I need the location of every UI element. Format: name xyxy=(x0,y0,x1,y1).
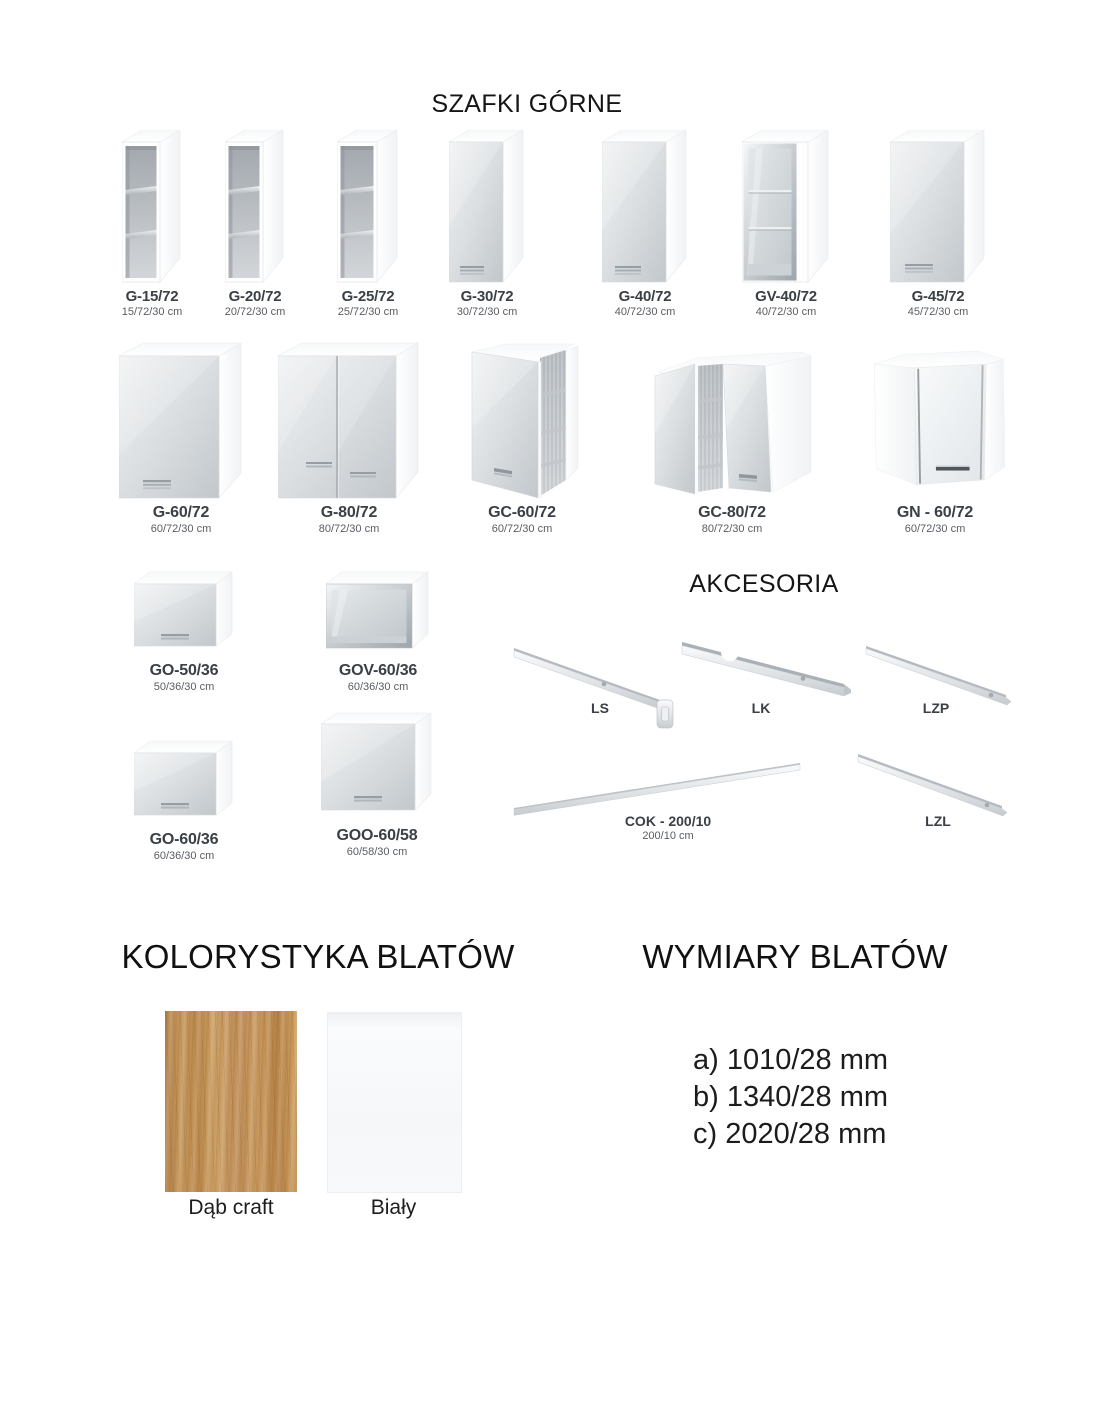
product-g-20-72 xyxy=(210,130,300,318)
product-dims: 45/72/30 cm xyxy=(907,306,969,318)
single-door-cabinet-image xyxy=(602,130,688,286)
product-code: GN - 60/72 xyxy=(896,504,974,521)
product-dims: 80/72/30 cm xyxy=(318,523,380,535)
product-gv-40-72 xyxy=(740,130,832,318)
product-code: GO-50/36 xyxy=(149,662,219,679)
product-g-60-72 xyxy=(119,342,243,535)
worktop-size-option-c: c) 2020/28 mm xyxy=(693,1118,887,1150)
product-gc-80-72 xyxy=(651,342,813,535)
double-door-cabinet-image xyxy=(278,342,420,502)
worktop-size-option-a: a) 1010/28 mm xyxy=(693,1044,889,1076)
product-dims: 60/58/30 cm xyxy=(346,846,408,858)
product-code: G-15/72 xyxy=(125,288,179,305)
product-gn-60-72 xyxy=(865,342,1005,535)
product-dims: 30/72/30 cm xyxy=(456,306,518,318)
worktop-color-label-dab-craft: Dąb craft xyxy=(188,1196,274,1219)
product-go-50-36 xyxy=(134,560,234,693)
glass-door-cabinet-image xyxy=(742,130,830,286)
product-dims: 40/72/30 cm xyxy=(614,306,676,318)
worktop-color-label-bialy: Biały xyxy=(370,1196,417,1219)
accessory-label-cok xyxy=(598,813,738,842)
product-code: GC-60/72 xyxy=(488,504,556,521)
product-go-60-36 xyxy=(134,733,234,862)
product-dims: 40/72/30 cm xyxy=(755,306,817,318)
product-dims: 20/72/30 cm xyxy=(224,306,286,318)
product-code: GV-40/72 xyxy=(755,288,817,305)
accessories-title: AKCESORIA xyxy=(689,570,839,598)
worktop-plinth-cok-image xyxy=(506,752,806,816)
product-g-15-72 xyxy=(107,130,197,318)
worktop-size-list xyxy=(693,1042,888,1153)
open-shelf-cabinet-image xyxy=(225,130,285,286)
product-dims: 60/36/30 cm xyxy=(347,681,409,693)
product-dims: 60/72/30 cm xyxy=(904,523,966,535)
product-code: G-80/72 xyxy=(320,504,378,521)
product-code: G-40/72 xyxy=(618,288,672,305)
product-dims: 60/36/30 cm xyxy=(153,850,215,862)
flip-up-tall-cabinet-image xyxy=(321,708,433,816)
worktop-size-option-b: b) 1340/28 mm xyxy=(693,1081,889,1113)
open-door-drainer-double-cabinet-image xyxy=(651,342,813,502)
product-code: GC-80/72 xyxy=(698,504,766,521)
accessory-label-ls: LS xyxy=(591,700,609,716)
accessory-code: COK - 200/10 xyxy=(624,813,712,829)
product-dims: 25/72/30 cm xyxy=(337,306,399,318)
worktop-color-swatch-bialy xyxy=(327,1012,462,1193)
accessory-dims: 200/10 cm xyxy=(642,830,694,842)
worktop-joint-strip-ls-image xyxy=(508,638,678,733)
product-dims: 50/36/30 cm xyxy=(153,681,215,693)
worktop-colors-title: KOLORYSTYKA BLATÓW xyxy=(121,938,515,975)
product-code: GOO-60/58 xyxy=(336,827,418,844)
product-code: G-25/72 xyxy=(341,288,395,305)
product-g-45-72 xyxy=(888,130,988,318)
worktop-color-swatch-dab-craft xyxy=(165,1011,297,1192)
corner-cabinet-image xyxy=(865,342,1005,502)
flip-up-glass-cabinet-image xyxy=(326,564,430,660)
product-g-25-72 xyxy=(323,130,413,318)
product-code: G-20/72 xyxy=(228,288,282,305)
product-code: G-60/72 xyxy=(152,504,210,521)
product-code: GOV-60/36 xyxy=(338,662,418,679)
open-door-drainer-cabinet-image xyxy=(462,342,582,502)
single-door-cabinet-image xyxy=(890,130,986,286)
product-goo-60-58 xyxy=(321,708,433,858)
product-code: G-45/72 xyxy=(911,288,965,305)
accessory-label-lzp: LZP xyxy=(922,700,950,716)
flip-up-cabinet-image xyxy=(134,733,234,829)
single-door-cabinet-image xyxy=(449,130,525,286)
flip-up-cabinet-image xyxy=(134,564,234,660)
accessory-label-lk: LK xyxy=(751,700,771,716)
product-dims: 80/72/30 cm xyxy=(701,523,763,535)
product-gc-60-72 xyxy=(462,342,582,535)
product-code: G-30/72 xyxy=(460,288,514,305)
product-dims: 60/72/30 cm xyxy=(491,523,553,535)
product-code: GO-60/36 xyxy=(149,831,219,848)
open-shelf-cabinet-image xyxy=(122,130,182,286)
product-dims: 60/72/30 cm xyxy=(150,523,212,535)
product-g-30-72 xyxy=(442,130,532,318)
upper-cabinets-title: SZAFKI GÓRNE xyxy=(431,90,623,118)
product-gov-60-36 xyxy=(326,560,430,693)
product-g-80-72 xyxy=(278,342,420,535)
product-dims: 15/72/30 cm xyxy=(121,306,183,318)
product-g-40-72 xyxy=(599,130,691,318)
single-door-cabinet-image xyxy=(119,342,243,502)
open-shelf-cabinet-image xyxy=(337,130,399,286)
worktop-end-strip-lzl-image xyxy=(852,744,1017,824)
worktop-dimensions-title: WYMIARY BLATÓW xyxy=(642,938,948,975)
accessory-label-lzl: LZL xyxy=(925,813,951,829)
worktop-corner-strip-lk-image xyxy=(676,632,856,707)
